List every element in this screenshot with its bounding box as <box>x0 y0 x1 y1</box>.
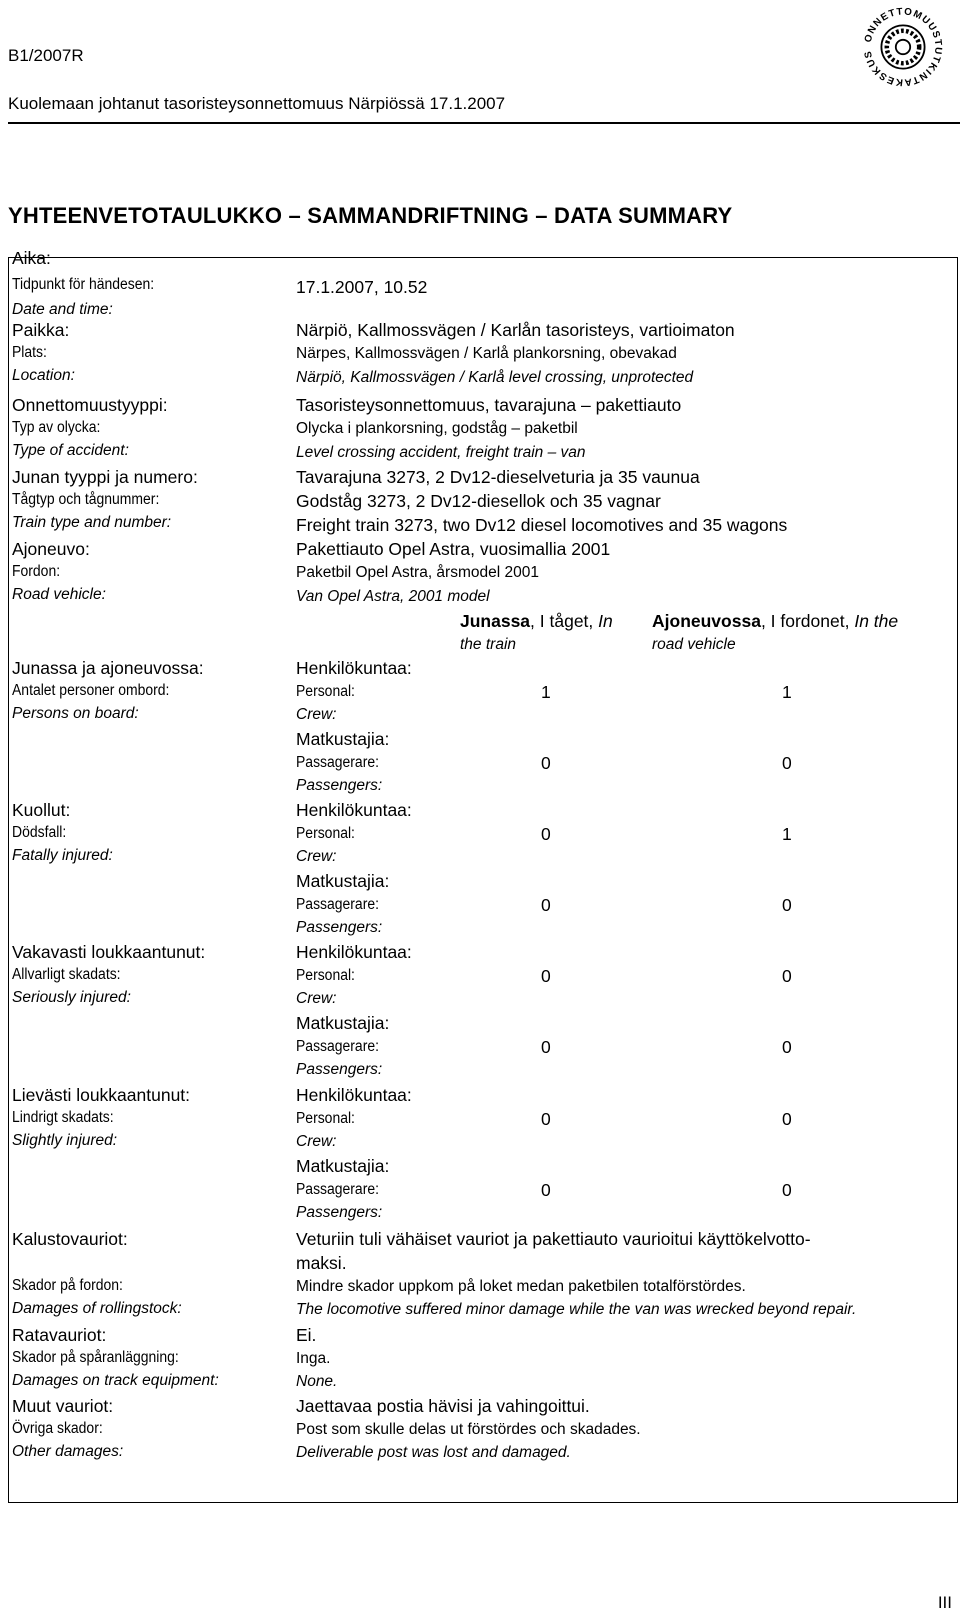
people-group-1-label-0: Kuollut: <box>12 800 71 820</box>
people-group-3-label-2: Slightly injured: <box>12 1132 118 1149</box>
agency-seal-icon <box>858 2 948 92</box>
place-label-1: Plats: <box>12 344 47 361</box>
crew-label-sv-2: Personal: <box>296 967 355 984</box>
vehicle-label-0: Ajoneuvo: <box>12 539 90 559</box>
track-damage-value-1: Inga. <box>296 1350 331 1367</box>
rolling-damage-label-1: Skador på fordon: <box>12 1277 123 1294</box>
vehicle-column-header-en-end: road vehicle <box>652 636 736 653</box>
people-group-1-label-2: Fatally injured: <box>12 847 113 864</box>
vehicle-column-header-fi: Ajoneuvossa <box>652 611 761 631</box>
crew-vehicle-count-3: 0 <box>782 1109 792 1129</box>
date-label-2: Date and time: <box>12 301 113 318</box>
other-damage-label-0: Muut vauriot: <box>12 1396 114 1416</box>
passenger-train-count-3: 0 <box>541 1180 551 1200</box>
summary-title: YHTEENVETOTAULUKKO – SAMMANDRIFTNING – DATA SUMMARY <box>8 203 733 228</box>
passenger-label-en-2: Passengers: <box>296 1061 383 1078</box>
people-group-3-label-0: Lievästi loukkaantunut: <box>12 1085 191 1105</box>
crew-vehicle-count-0: 1 <box>782 682 792 702</box>
vehicle-column-header-en-start: In the <box>854 611 899 631</box>
accident_type-value-1: Olycka i plankorsning, godståg – paketbil <box>296 420 578 437</box>
train-value-1: Godståg 3273, 2 Dv12-diesellok och 35 vagnar <box>296 491 661 511</box>
accident_type-label-0: Onnettomuustyyppi: <box>12 395 168 415</box>
people-group-0-label-0: Junassa ja ajoneuvossa: <box>12 658 204 678</box>
passenger-label-sv-0: Passagerare: <box>296 754 379 771</box>
track-damage-value-0: Ei. <box>296 1325 317 1345</box>
passenger-label-sv-1: Passagerare: <box>296 896 379 913</box>
train-label-2: Train type and number: <box>12 514 172 531</box>
date-label-0: Aika: <box>12 248 51 268</box>
crew-label-fi-1: Henkilökuntaa: <box>296 800 412 820</box>
rolling-damage-value-0: Veturiin tuli vähäiset vauriot ja pakettiauto vaurioitui käyttökelvotto- <box>296 1229 811 1249</box>
track-damage-value-2: None. <box>296 1373 338 1390</box>
crew-train-count-3: 0 <box>541 1109 551 1129</box>
place-label-2: Location: <box>12 367 75 384</box>
date-value-0: 17.1.2007, 10.52 <box>296 277 428 297</box>
passenger-label-sv-2: Passagerare: <box>296 1038 379 1055</box>
rolling-damage-label-2: Damages of rollingstock: <box>12 1300 182 1317</box>
accident_type-label-2: Type of accident: <box>12 442 129 459</box>
accident_type-value-0: Tasoristeysonnettomuus, tavarajuna – pakettiauto <box>296 395 682 415</box>
passenger-label-en-1: Passengers: <box>296 919 383 936</box>
train-label-1: Tågtyp och tågnummer: <box>12 491 160 508</box>
crew-label-fi-3: Henkilökuntaa: <box>296 1085 412 1105</box>
passenger-label-fi-1: Matkustajia: <box>296 871 390 891</box>
people-group-0-label-2: Persons on board: <box>12 705 139 722</box>
header-report-title: Kuolemaan johtanut tasoristeysonnettomuus Närpiössä 17.1.2007 <box>8 94 506 113</box>
other-damage-label-1: Övriga skador: <box>12 1420 103 1437</box>
rolling-damage-value-1: maksi. <box>296 1253 347 1273</box>
crew-label-en-1: Crew: <box>296 848 337 865</box>
vehicle-column-header-line-1 <box>652 613 898 631</box>
crew-train-count-1: 0 <box>541 824 551 844</box>
date-label-1: Tidpunkt för händesen: <box>12 276 155 293</box>
train-column-header-en-start: In <box>598 611 613 631</box>
passenger-train-count-0: 0 <box>541 753 551 773</box>
other-damage-label-2: Other damages: <box>12 1443 124 1460</box>
other-damage-value-2: Deliverable post was lost and damaged. <box>296 1444 571 1461</box>
people-group-2-label-0: Vakavasti loukkaantunut: <box>12 942 206 962</box>
people-group-2-label-1: Allvarligt skadats: <box>12 966 121 983</box>
crew-label-fi-0: Henkilökuntaa: <box>296 658 412 678</box>
other-damage-value-0: Jaettavaa postia hävisi ja vahingoittui. <box>296 1396 590 1416</box>
train-label-0: Junan tyyppi ja numero: <box>12 467 198 487</box>
passenger-vehicle-count-1: 0 <box>782 895 792 915</box>
other-damage-value-1: Post som skulle delas ut förstördes och skadades. <box>296 1421 641 1438</box>
passenger-train-count-2: 0 <box>541 1037 551 1057</box>
passenger-vehicle-count-3: 0 <box>782 1180 792 1200</box>
place-label-0: Paikka: <box>12 320 70 340</box>
crew-vehicle-count-2: 0 <box>782 966 792 986</box>
crew-label-sv-3: Personal: <box>296 1110 355 1127</box>
rolling-damage-value-2: Mindre skador uppkom på loket medan paketbilen totalförstördes. <box>296 1278 746 1295</box>
crew-train-count-0: 1 <box>541 682 551 702</box>
train-column-header-en-end: the train <box>460 636 517 653</box>
place-value-2: Närpiö, Kallmossvägen / Karlå level crossing, unprotected <box>296 369 694 386</box>
accident_type-label-1: Typ av olycka: <box>12 419 101 436</box>
place-value-0: Närpiö, Kallmossvägen / Karlån tasoristeys, vartioimaton <box>296 320 735 340</box>
header-report-id: B1/2007R <box>8 46 84 65</box>
passenger-train-count-1: 0 <box>541 895 551 915</box>
rolling-damage-value-3: The locomotive suffered minor damage while the van was wrecked beyond repair. <box>296 1301 857 1318</box>
track-damage-label-2: Damages on track equipment: <box>12 1372 219 1389</box>
vehicle-column-header-sv: , I fordonet, <box>760 611 855 631</box>
vehicle-value-0: Pakettiauto Opel Astra, vuosimallia 2001 <box>296 539 611 559</box>
crew-label-en-2: Crew: <box>296 990 337 1007</box>
svg-text:ONNETTOMUUSTUTKINTAKESKUS <box>863 6 944 87</box>
header-rule <box>8 122 960 124</box>
train-column-header-fi: Junassa <box>460 611 531 631</box>
passenger-vehicle-count-2: 0 <box>782 1037 792 1057</box>
rolling-damage-label-0: Kalustovauriot: <box>12 1229 128 1249</box>
passenger-label-en-0: Passengers: <box>296 777 383 794</box>
train-column-header-line-1 <box>460 613 613 631</box>
crew-vehicle-count-1: 1 <box>782 824 792 844</box>
crew-train-count-2: 0 <box>541 966 551 986</box>
passenger-label-fi-3: Matkustajia: <box>296 1156 390 1176</box>
vehicle-value-2: Van Opel Astra, 2001 model <box>296 588 490 605</box>
people-group-0-label-1: Antalet personer ombord: <box>12 682 170 699</box>
passenger-label-en-3: Passengers: <box>296 1204 383 1221</box>
passenger-vehicle-count-0: 0 <box>782 753 792 773</box>
train-value-2: Freight train 3273, two Dv12 diesel locomotives and 35 wagons <box>296 515 788 535</box>
vehicle-label-1: Fordon: <box>12 563 61 580</box>
crew-label-sv-1: Personal: <box>296 825 355 842</box>
crew-label-en-0: Crew: <box>296 706 337 723</box>
vehicle-label-2: Road vehicle: <box>12 586 106 603</box>
seal-text: ONNETTOMUUSTUTKINTAKESKUS <box>862 6 944 88</box>
people-group-2-label-2: Seriously injured: <box>12 989 131 1006</box>
passenger-label-fi-2: Matkustajia: <box>296 1013 390 1033</box>
crew-label-sv-0: Personal: <box>296 683 355 700</box>
passenger-label-fi-0: Matkustajia: <box>296 729 390 749</box>
place-value-1: Närpes, Kallmossvägen / Karlå plankorsning, obevakad <box>296 345 677 362</box>
train-value-0: Tavarajuna 3273, 2 Dv12-dieselveturia ja 35 vaunua <box>296 467 700 487</box>
people-group-3-label-1: Lindrigt skadats: <box>12 1109 114 1126</box>
crew-label-en-3: Crew: <box>296 1133 337 1150</box>
crew-label-fi-2: Henkilökuntaa: <box>296 942 412 962</box>
accident_type-value-2: Level crossing accident, freight train – van <box>296 444 586 461</box>
track-damage-label-1: Skador på spåranläggning: <box>12 1349 179 1366</box>
vehicle-value-1: Paketbil Opel Astra, årsmodel 2001 <box>296 564 539 581</box>
page-number: III <box>937 1593 952 1612</box>
people-group-1-label-1: Dödsfall: <box>12 824 67 841</box>
train-column-header-sv: , I tåget, <box>530 611 599 631</box>
track-damage-label-0: Ratavauriot: <box>12 1325 107 1345</box>
passenger-label-sv-3: Passagerare: <box>296 1181 379 1198</box>
